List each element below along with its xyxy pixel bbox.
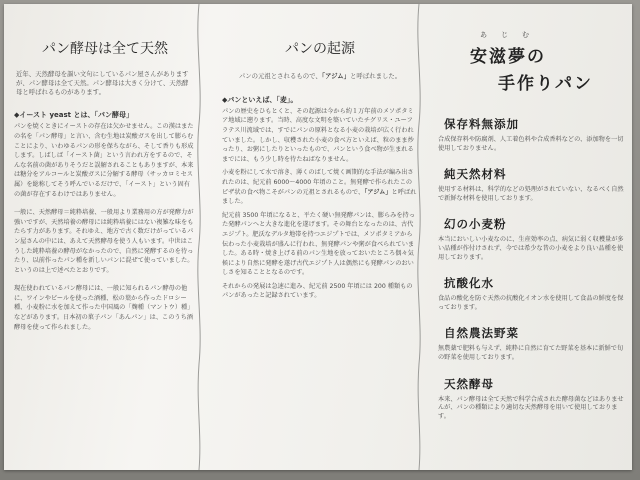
feature-description: 使用する材料は、科学的などの処理がされていない、なるべく自然で新鮮な材料を使用しております。 [438, 186, 624, 202]
intro-text: パンの元祖とされるもので、「アジム」と呼ばれました。 [238, 72, 402, 80]
column-title: パン酵母は全て天然 [42, 41, 168, 57]
feature-description: 食品の酸化を防ぐ天然の抗酸化イオン水を使用して食品の鮮度を保っております。 [438, 295, 624, 311]
feature-description: 本当においしい小麦なのに、生産効率の点、病気に弱く収穫量が多い品種が作付けされず、今では希少な昔の小麦をより良い品種を使用しております。 [438, 236, 624, 261]
feature-title: 天然酵母 [444, 376, 494, 391]
paragraph: パンの歴史をひもとくと、その起源は今から約１万年前のメソポタミア地域に遡ります。当時、高度な文明を築いていたチグリス・ユーフラテス川流域では、すでにパンの原料となる小麦の栽培が広く行われていました。しかし、収穫された小麦の食べ方といえば、粒のまま炒ったり、お粥にしたりといったもので、パンという食べ物が生まれるまでには、もう少し時を待たねばなりません。 [222, 107, 414, 163]
paragraph: 現在使われているパン酵母には、一般に知られるパン酵母の他に、ワインやビールを使った酒種、松の葉から作ったドロシー種、小麦粉に水を加えて作った中国風の「麹種（マントウ）種」などがあります。日本初の菓子パン「あんパン」は、このうち酒酵母を使って作られました。 [14, 285, 194, 331]
paragraph: 紀元前 3500 年頃になると、平たく硬い無発酵パンは、膨らみを持った発酵パンへと大きな進化を遂げます。その舞台となったのは、古代エジプト。肥沃なデルタ地帯を持つエジプトでは、メソポタミアから伝わった小麦栽培が盛んに行われ、無発酵パンや粥が食べられていました。ある時・焼き上げる前のパン生地を放っておいたところ偶々気候により自然に発酵を遂げ古代エジプト人は偶然にも発酵パンのおいしさを知ることとなるのです。 [222, 211, 415, 277]
brand-title-line1: 安滋夢の [470, 47, 546, 67]
paragraph: それからの発展は急速に進み、紀元前 2500 年頃には 200 種類ものパンがあったと記録されています。 [222, 282, 413, 300]
column-brand [436, 4, 624, 470]
leaflet-sheet [4, 4, 632, 470]
section-heading: ◆イースト yeast とは、「パン酵母」 [14, 111, 133, 120]
column-yeast [14, 4, 196, 470]
column-title: パンの起源 [285, 41, 355, 57]
section-heading: ◆パンといえば、「麦」。 [222, 95, 298, 104]
feature-description: 無農薬で肥料も与えず、純粋に自然に育てた野菜を基本に新鮮で旬の野菜を使用しております。 [438, 345, 624, 361]
feature-title: 抗酸化水 [444, 276, 494, 291]
feature-title: 純天然材料 [444, 167, 507, 182]
feature-description: 合成保存料や防腐剤、人工着色料や合成香料などの、添加物を一切使用しておりません。 [438, 136, 624, 152]
column-origin [222, 4, 418, 470]
highlight-ajimu: 「アジム」 [321, 72, 351, 80]
highlight-ajimu: 「アジム」 [364, 188, 392, 196]
feature-title: 自然農法野菜 [444, 326, 519, 341]
brand-title-line2: 手作りパン [498, 74, 593, 94]
intro-text: 近年、天然酵母を謳い文句にしているパン屋さんがありますが、パン酵母は全て天然。パン酵母は大きく分けて、天然酵母と呼ばれるものがあります。 [16, 70, 189, 96]
paragraph: 小麦を粉にして水で溶き、薄くのばして焼く画期的な手法が編み出されたのは、紀元前 6000～4000 年頃のこと。無発酵で作られたこのピザ状の食べ物こそがパンの元祖とされるもので、「アジム」と呼ばれました。 [222, 169, 417, 206]
brand-reading: あじむ [480, 31, 543, 39]
paragraph: パンを焼くときにイーストの存在は欠かせません。この漢はまたの名を「パン酵母」と言い、含む生地は炭酸ガスを出して膨らむことにより、いわゆるパンの形を保ちながら、そして香りも形成します。しばしば「イースト菌」という言われ方をするので、そんな名前の菌がありそうだと誤解されることもありますが、本来は糖分をアルコールと炭酸ガスに分解する酵母（サッカロミセス属）を総称してそう呼んでいるだけで、「イースト」という固有の菌が存在するわけではありません。 [14, 123, 194, 198]
feature-title: 保存料無添加 [444, 117, 519, 131]
paragraph: 一般に、天然酵母＝純粋培養、一般用より業務用の方が発酵力が強いですが、天然培養の酵母には純粋培養にはない複雑な味をもたらす力があります。それゆえ、地方で古く数だけがっているパン屋さんの中には、あえて天然酵母を使う人もいます。中世はこうした純粋培養の酵母がなかったので、自然に発酵するのを待ったり、以前作ったパン種を新しいパンに混ぜて使っていました。というのは上で述べたとおりです。 [14, 209, 194, 274]
feature-description: 本来、パン酵母は全て天然で科学合成された酵母菌などはありませんが、パンの種類により適切な天然酵母を用いて使用しております。 [438, 395, 624, 420]
feature-title: 幻の小麦粉 [444, 217, 507, 232]
